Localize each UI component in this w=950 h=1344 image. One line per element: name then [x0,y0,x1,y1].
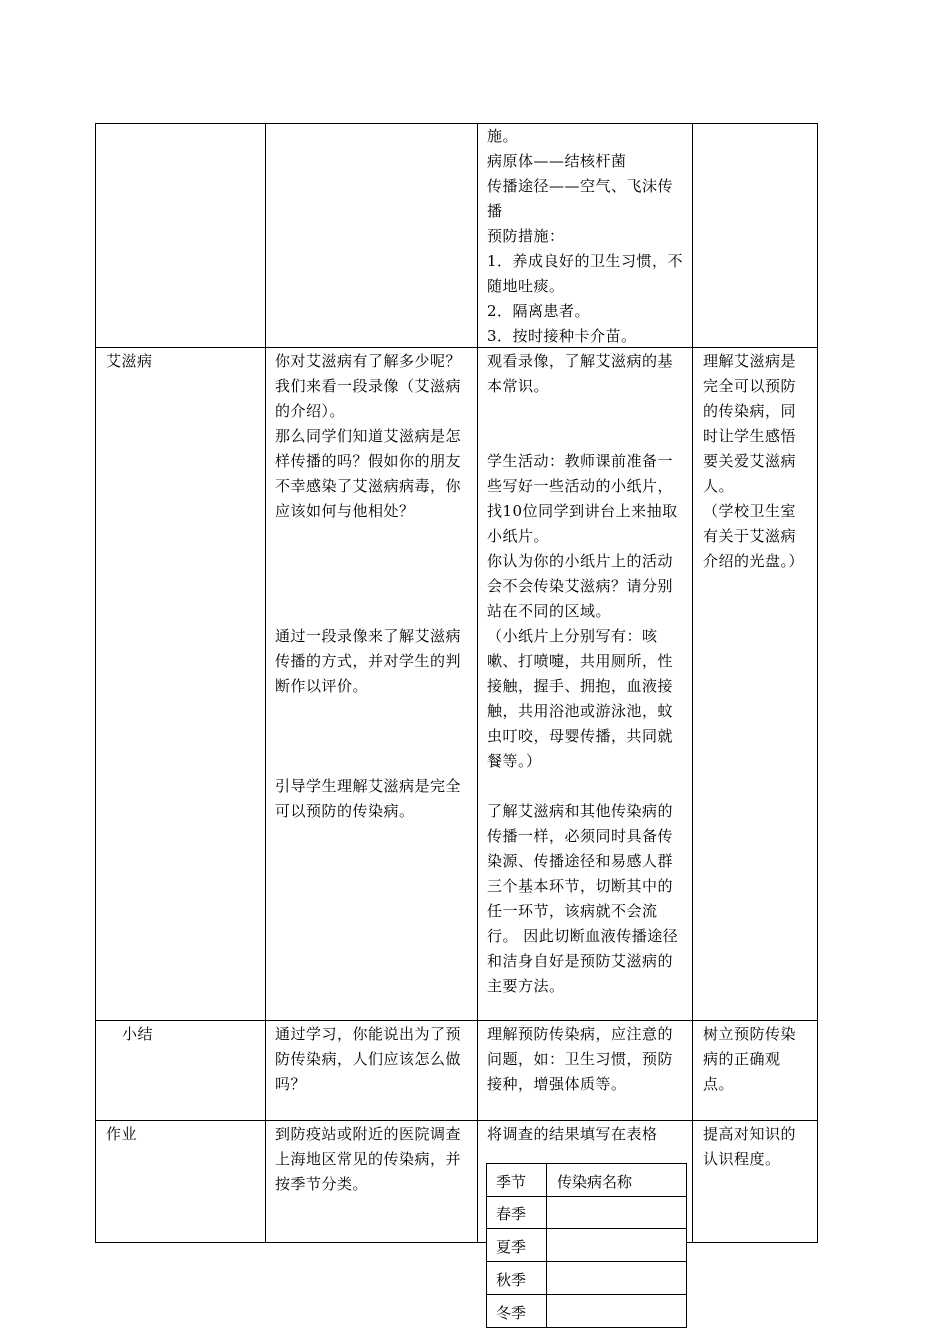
season-col-left [486,1163,487,1328]
homework-intent-cell [703,1122,811,1172]
homework-intent: 提高对知识的认识程度。 [703,1125,797,1168]
aids-intent-cell [703,349,811,574]
tb-line-6: 2．隔离患者。 [487,302,591,320]
summary-teacher: 通过学习，你能说出为了预防传染病，人们应该怎么做吗？ [275,1025,462,1093]
summary-intent-cell [703,1022,811,1097]
aids-teacher-cell [275,349,471,824]
homework-student-cell [487,1122,687,1147]
aids-teacher-b: 那么同学们知道艾滋病是怎样传播的吗？假如你的朋友不幸感染了艾滋病病毒，你应该如何与他相处？ [275,427,462,520]
aids-topic-cell [106,349,256,374]
tb-line-7: 3．按时接种卡介苗。 [487,327,637,345]
row-divider-homework [95,1120,818,1121]
table-bottom-border-right [686,1242,818,1243]
homework-teacher-cell [275,1122,471,1197]
tb-line-5: 1．养成良好的卫生习惯，不随地吐痰。 [487,252,684,295]
table-top-border [95,123,818,124]
homework-topic: 作业 [106,1125,138,1143]
col-border-3 [477,123,478,1243]
aids-intent-a: 理解艾滋病是完全可以预防的传染病，同时让学生感悟要关爱艾滋病人。 [703,352,797,495]
aids-teacher-d: 引导学生理解艾滋病是完全可以预防的传染病。 [275,777,462,820]
season-table-top [486,1163,687,1164]
homework-teacher: 到防疫站或附近的医院调查上海地区常见的传染病，并按季节分类。 [275,1125,462,1193]
aids-student-b: 学生活动：教师课前准备一些写好一些活动的小纸片，找10位同学到讲台上来抽取小纸片。 [487,452,678,545]
row-divider-aids [95,347,818,348]
summary-student: 理解预防传染病，应注意的问题，如：卫生习惯，预防接种，增强体质等。 [487,1025,674,1093]
summary-topic: 小结 [122,1025,154,1043]
summary-student-cell [487,1022,687,1097]
season-spring: 春季 [496,1205,527,1223]
season-autumn: 秋季 [496,1271,527,1289]
tb-line-1: 施。 [487,127,519,145]
aids-student-cell [487,349,687,999]
tb-line-2: 病原体——结核杆菌 [487,152,627,170]
aids-teacher-c: 通过一段录像来了解艾滋病传播的方式，并对学生的判断作以评价。 [275,627,462,695]
tb-measures-cell [487,124,687,349]
summary-teacher-cell [275,1022,471,1097]
col-border-1 [95,123,96,1243]
aids-student-e: 了解艾滋病和其他传染病的传播一样，必须同时具备传染源、传播途径和易感人群三个基本环节，切断其中的任一环节，该病就不会流行。 因此切断血液传播途径和洁身自好是预防艾滋病的主要方法。 [487,802,679,995]
aids-student-d: （小纸片上分别写有：咳嗽、打喷嚏，共用厕所，性接触，握手、拥抱，血液接触，共用浴池或游泳池，蚊虫叮咬，母婴传播，共同就餐等。） [487,627,674,770]
aids-student-c: 你认为你的小纸片上的活动会不会传染艾滋病？请分别站在不同的区域。 [487,552,674,620]
homework-student: 将调查的结果填写在表格 [487,1125,658,1143]
homework-topic-cell [106,1122,256,1147]
row-divider-summary [95,1020,818,1021]
summary-intent: 树立预防传染病的正确观点。 [703,1025,797,1093]
col-border-4 [692,123,693,1243]
season-col-mid [546,1163,547,1328]
season-winter: 冬季 [496,1304,527,1322]
table-bottom-border [95,1242,487,1243]
aids-teacher-a: 你对艾滋病有了解多少呢？我们来看一段录像（艾滋病的介绍）。 [275,352,462,420]
col-border-5 [817,123,818,1243]
aids-student-a: 观看录像，了解艾滋病的基本常识。 [487,352,674,395]
season-header-season: 季节 [496,1173,527,1191]
aids-intent-b: （学校卫生室有关于艾滋病介绍的光盘。） [703,502,805,570]
tb-line-3: 传播途径——空气、飞沫传播 [487,177,674,220]
aids-topic: 艾滋病 [106,352,153,370]
summary-topic-cell [122,1022,252,1047]
tb-line-4: 预防措施： [487,227,565,245]
season-summer: 夏季 [496,1238,527,1256]
col-border-2 [265,123,266,1243]
season-header-disease: 传染病名称 [557,1173,633,1191]
season-col-right [686,1163,687,1328]
